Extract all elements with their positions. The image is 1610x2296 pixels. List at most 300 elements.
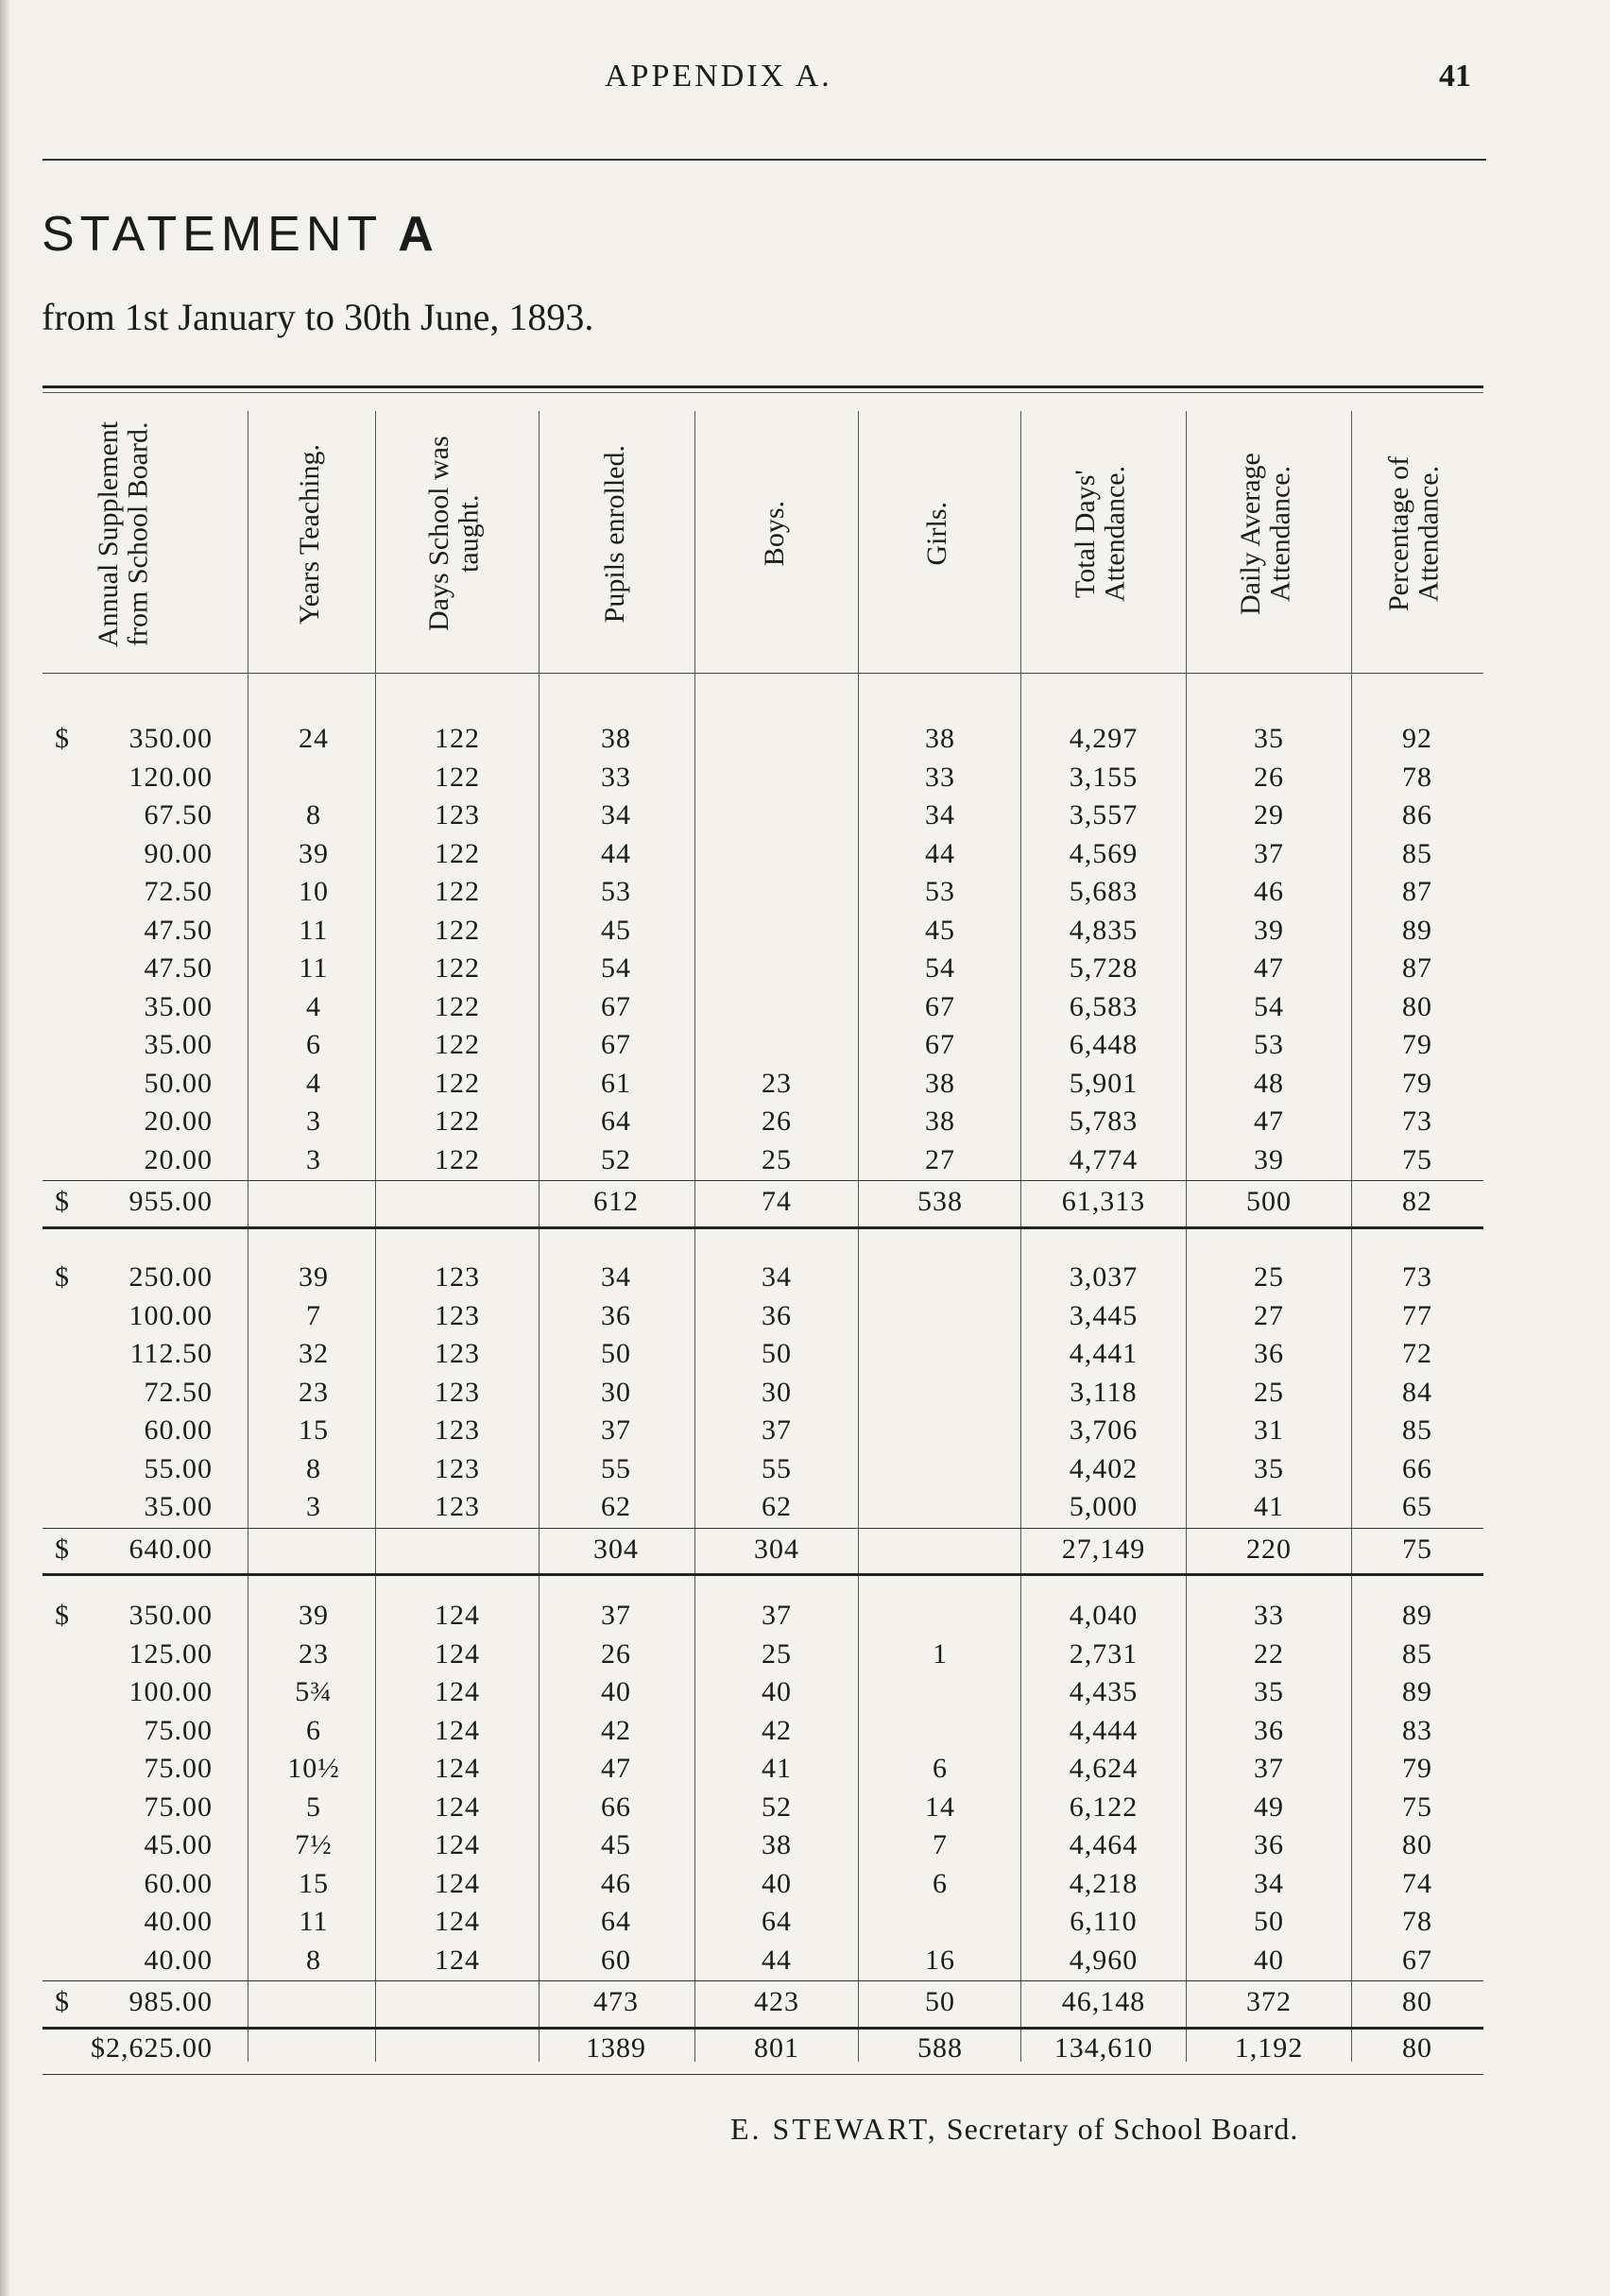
table-row-cell: 40.00 xyxy=(144,1906,213,1937)
table-top-rule-thin xyxy=(43,392,1483,393)
table-row-cell: 83 xyxy=(1402,1714,1432,1746)
table-row-cell: 10 xyxy=(299,876,329,907)
column-divider xyxy=(539,411,540,2062)
grand-total-cell: $2,625.00 xyxy=(91,2031,213,2064)
table-row-cell: 67 xyxy=(1402,1944,1432,1976)
table-row-cell: 3,557 xyxy=(1069,799,1139,831)
table-row-cell: 64 xyxy=(601,1105,631,1137)
table-row-cell: 33 xyxy=(1254,1600,1284,1631)
table-row-cell: 120.00 xyxy=(128,761,213,793)
column-header-label: Daily Average Attendance. xyxy=(1234,453,1295,615)
column-header-label: Days School was taught. xyxy=(422,436,484,632)
statement-title-text: STATEMENT xyxy=(42,207,384,262)
table-row-cell: 40 xyxy=(601,1676,631,1707)
table-row-cell: 34 xyxy=(925,799,955,831)
signature-title: Secretary of School Board. xyxy=(946,2112,1299,2146)
table-row-cell: 1 xyxy=(933,1637,948,1670)
table-row-cell: 34 xyxy=(601,799,631,831)
table-row-cell: 25 xyxy=(1254,1261,1284,1293)
table-row-cell: 124 xyxy=(435,1637,480,1670)
table-row-cell: 45 xyxy=(601,914,631,946)
table-row-cell: 124 xyxy=(435,1600,480,1631)
column-header xyxy=(1351,411,1483,657)
statement-date-range: from 1st January to 30th June, 1893. xyxy=(42,296,594,338)
table-row-cell: 62 xyxy=(762,1491,792,1522)
table-row-cell: 11 xyxy=(299,1906,329,1937)
table-row-cell: 6 xyxy=(933,1867,948,1899)
table-row-cell: 37 xyxy=(1254,1753,1284,1784)
table-row-cell: 54 xyxy=(601,952,631,984)
table-row-cell: 4,297 xyxy=(1069,723,1139,754)
table-row-cell: 125.00 xyxy=(128,1637,213,1670)
column-header xyxy=(694,411,858,657)
currency-symbol: $ xyxy=(55,1986,69,2017)
table-row-cell: 47 xyxy=(1254,952,1284,984)
column-header-label: Years Teaching. xyxy=(293,443,325,625)
table-row-cell: 35.00 xyxy=(144,1029,213,1060)
column-header xyxy=(248,411,375,657)
subtotal-rule xyxy=(43,1180,1483,1181)
table-row-cell: 47 xyxy=(1254,1105,1284,1137)
table-row-cell: 38 xyxy=(601,723,631,754)
table-row-cell: 3,155 xyxy=(1069,761,1139,793)
table-row-cell: 39 xyxy=(299,1261,329,1293)
table-row-cell: 62 xyxy=(601,1491,631,1522)
table-row-cell: 41 xyxy=(762,1753,792,1784)
group-separator-rule xyxy=(43,2027,1483,2030)
table-row-cell: 26 xyxy=(601,1637,631,1670)
header-rule xyxy=(43,159,1486,161)
column-header-label: Girls. xyxy=(921,502,952,566)
table-row-cell: 4,402 xyxy=(1069,1452,1139,1484)
table-row-cell: 124 xyxy=(435,1829,480,1860)
table-row-cell: 11 xyxy=(299,914,329,946)
table-row-cell: 36 xyxy=(1254,1714,1284,1746)
table-row-cell: 60.00 xyxy=(144,1867,213,1899)
table-row-cell: 78 xyxy=(1402,761,1432,793)
table-row-cell: 4,444 xyxy=(1069,1714,1139,1746)
table-row-cell: 46 xyxy=(1254,876,1284,907)
table-row-cell: 75.00 xyxy=(144,1753,213,1784)
subtotal-row-cell: 80 xyxy=(1402,1986,1432,2017)
table-row-cell: 75 xyxy=(1402,1791,1432,1823)
table-row-cell: 3,118 xyxy=(1070,1376,1138,1408)
table-row-cell: 38 xyxy=(762,1829,792,1860)
table-row-cell: 15 xyxy=(299,1414,329,1446)
subtotal-row-cell: 473 xyxy=(593,1986,639,2017)
table-row-cell: 87 xyxy=(1402,952,1432,984)
column-header-label: Percentage of Attendance. xyxy=(1383,455,1445,612)
subtotal-row-cell: 538 xyxy=(917,1186,963,1217)
table-row-cell: 122 xyxy=(435,723,480,754)
table-row-cell: 123 xyxy=(435,1414,480,1446)
table-row-cell: 124 xyxy=(435,1944,480,1976)
table-row-cell: 124 xyxy=(435,1753,480,1784)
grand-total-cell: 801 xyxy=(754,2031,799,2064)
table-row-cell: 55 xyxy=(601,1452,631,1484)
grand-total-cell: 1389 xyxy=(586,2031,646,2064)
table-row-cell: 53 xyxy=(601,876,631,907)
currency-symbol: $ xyxy=(55,1533,69,1565)
table-row-cell: 4,218 xyxy=(1069,1867,1139,1899)
running-head xyxy=(0,59,1610,106)
table-row-cell: 122 xyxy=(435,761,480,793)
table-row-cell: 52 xyxy=(601,1143,631,1175)
column-header xyxy=(1020,411,1186,657)
page-binding-shadow xyxy=(0,0,9,2296)
column-divider xyxy=(858,411,859,2062)
subtotal-row-cell: 372 xyxy=(1246,1986,1292,2017)
subtotal-row-cell: 985.00 xyxy=(128,1986,213,2017)
table-row-cell: 4,435 xyxy=(1069,1676,1139,1707)
table-row-cell: 100.00 xyxy=(128,1676,213,1707)
table-row-cell: 73 xyxy=(1402,1261,1432,1293)
table-row-cell: 30 xyxy=(762,1376,792,1408)
grand-total-cell: 588 xyxy=(917,2031,963,2064)
table-row-cell: 37 xyxy=(762,1414,792,1446)
table-row-cell: 45.00 xyxy=(144,1829,213,1860)
table-row-cell: 80 xyxy=(1402,1829,1432,1860)
table-row-cell: 34 xyxy=(1254,1867,1284,1899)
table-row-cell: 124 xyxy=(435,1714,480,1746)
column-header-label: Pupils enrolled. xyxy=(598,444,630,624)
table-row-cell: 39 xyxy=(1254,914,1284,946)
table-row-cell: 124 xyxy=(435,1906,480,1937)
table-row-cell: 14 xyxy=(925,1791,955,1823)
table-row-cell: 37 xyxy=(601,1414,631,1446)
group-separator-rule xyxy=(43,1226,1483,1229)
table-row-cell: 20.00 xyxy=(144,1105,213,1137)
table-row-cell: 4,624 xyxy=(1069,1753,1139,1784)
column-header xyxy=(43,411,248,657)
table-row-cell: 123 xyxy=(435,1299,480,1331)
table-row-cell: 34 xyxy=(762,1261,792,1293)
table-row-cell: 123 xyxy=(435,1491,480,1522)
table-row-cell: 84 xyxy=(1402,1376,1432,1408)
column-header-label: Boys. xyxy=(758,501,790,567)
table-row-cell: 39 xyxy=(299,1600,329,1631)
table-row-cell: 85 xyxy=(1402,1637,1432,1670)
table-row-cell: 122 xyxy=(435,952,480,984)
table-row-cell: 124 xyxy=(435,1867,480,1899)
table-row-cell: 6 xyxy=(933,1753,948,1784)
table-row-cell: 3,037 xyxy=(1069,1261,1139,1293)
table-row-cell: 90.00 xyxy=(144,837,213,869)
table-row-cell: 4,569 xyxy=(1069,837,1139,869)
subtotal-rule xyxy=(43,1980,1483,1981)
table-row-cell: 15 xyxy=(299,1867,329,1899)
table-row-cell: 64 xyxy=(601,1906,631,1937)
subtotal-row-cell: 46,148 xyxy=(1061,1986,1146,2017)
table-row-cell: 37 xyxy=(601,1600,631,1631)
table-row-cell: 79 xyxy=(1402,1753,1432,1784)
table-row-cell: 4 xyxy=(306,990,321,1022)
table-row-cell: 26 xyxy=(762,1105,792,1137)
table-row-cell: 123 xyxy=(435,1376,480,1408)
table-row-cell: 33 xyxy=(601,761,631,793)
table-row-cell: 4,835 xyxy=(1069,914,1139,946)
table-row-cell: 25 xyxy=(762,1143,792,1175)
statement-title xyxy=(42,206,439,263)
table-row-cell: 50 xyxy=(762,1338,792,1369)
table-row-cell: 36 xyxy=(762,1299,792,1331)
table-row-cell: 67 xyxy=(925,990,955,1022)
column-header xyxy=(539,411,694,657)
subtotal-row-cell: 75 xyxy=(1402,1533,1432,1565)
table-row-cell: 29 xyxy=(1254,799,1284,831)
table-row-cell: 45 xyxy=(601,1829,631,1860)
table-row-cell: 36 xyxy=(1254,1829,1284,1860)
table-row-cell: 3,706 xyxy=(1069,1414,1139,1446)
table-row-cell: 5,901 xyxy=(1069,1067,1139,1099)
table-row-cell: 4 xyxy=(306,1067,321,1099)
subtotal-row-cell: 640.00 xyxy=(128,1533,213,1565)
table-row-cell: 85 xyxy=(1402,1414,1432,1446)
table-row-cell: 39 xyxy=(299,837,329,869)
table-row-cell: 75.00 xyxy=(144,1791,213,1823)
table-row-cell: 26 xyxy=(1254,761,1284,793)
table-row-cell: 4,774 xyxy=(1069,1143,1139,1175)
column-header xyxy=(1186,411,1351,657)
table-row-cell: 89 xyxy=(1402,1600,1432,1631)
table-row-cell: 47 xyxy=(601,1753,631,1784)
table-row-cell: 65 xyxy=(1402,1491,1432,1522)
table-row-cell: 80 xyxy=(1402,990,1432,1022)
table-row-cell: 92 xyxy=(1402,723,1432,754)
table-row-cell: 112.50 xyxy=(129,1338,213,1369)
table-row-cell: 47.50 xyxy=(144,952,213,984)
table-row-cell: 38 xyxy=(925,1067,955,1099)
table-row-cell: 53 xyxy=(925,876,955,907)
table-row-cell: 122 xyxy=(435,914,480,946)
currency-symbol: $ xyxy=(55,1186,69,1217)
table-row-cell: 23 xyxy=(762,1067,792,1099)
subtotal-row-cell: 61,313 xyxy=(1061,1186,1146,1217)
table-row-cell: 64 xyxy=(762,1906,792,1937)
table-row-cell: 50.00 xyxy=(144,1067,213,1099)
table-row-cell: 122 xyxy=(435,1105,480,1137)
table-row-cell: 124 xyxy=(435,1676,480,1707)
table-row-cell: 75 xyxy=(1402,1143,1432,1175)
table-row-cell: 123 xyxy=(435,1261,480,1293)
table-row-cell: 48 xyxy=(1254,1067,1284,1099)
column-divider xyxy=(1020,411,1021,2062)
table-row-cell: 8 xyxy=(306,1944,321,1976)
table-row-cell: 122 xyxy=(435,876,480,907)
table-row-cell: 67 xyxy=(601,1029,631,1060)
group-separator-rule xyxy=(43,1573,1483,1576)
table-row-cell: 45 xyxy=(925,914,955,946)
table-row-cell: 100.00 xyxy=(128,1299,213,1331)
table-row-cell: 44 xyxy=(762,1944,792,1976)
subtotal-row-cell: 955.00 xyxy=(128,1186,213,1217)
table-row-cell: 77 xyxy=(1402,1299,1432,1331)
table-row-cell: 3 xyxy=(306,1105,321,1137)
table-row-cell: 47.50 xyxy=(144,914,213,946)
table-row-cell: 55 xyxy=(762,1452,792,1484)
table-row-cell: 123 xyxy=(435,799,480,831)
header-bottom-rule xyxy=(43,673,1483,674)
table-row-cell: 67.50 xyxy=(144,799,213,831)
table-row-cell: 16 xyxy=(925,1944,955,1976)
table-row-cell: 122 xyxy=(435,1143,480,1175)
grand-total-cell: 1,192 xyxy=(1234,2031,1304,2064)
table-row-cell: 74 xyxy=(1402,1867,1432,1899)
table-row-cell: 6 xyxy=(306,1714,321,1746)
table-row-cell: 6,122 xyxy=(1069,1791,1139,1823)
table-row-cell: 44 xyxy=(925,837,955,869)
table-row-cell: 37 xyxy=(762,1600,792,1631)
subtotal-row-cell: 27,149 xyxy=(1061,1533,1146,1565)
grand-total-cell: 134,610 xyxy=(1053,2031,1154,2064)
table-row-cell: 4,960 xyxy=(1069,1944,1139,1976)
column-header xyxy=(858,411,1020,657)
table-row-cell: 122 xyxy=(435,990,480,1022)
column-header-label: Total Days' Attendance. xyxy=(1069,465,1130,603)
table-row-cell: 4,464 xyxy=(1069,1829,1139,1860)
subtotal-row-cell: 612 xyxy=(593,1186,639,1217)
table-row-cell: 124 xyxy=(435,1791,480,1823)
table-row-cell: 72 xyxy=(1402,1338,1432,1369)
page-number: 41 xyxy=(1439,59,1471,94)
table-row-cell: 73 xyxy=(1402,1105,1432,1137)
table-row-cell: 6,583 xyxy=(1069,990,1139,1022)
column-header xyxy=(375,411,539,657)
table-row-cell: 66 xyxy=(601,1791,631,1823)
table-row-cell: 3 xyxy=(306,1491,321,1522)
table-row-cell: 3 xyxy=(306,1143,321,1175)
table-row-cell: 52 xyxy=(762,1791,792,1823)
table-row-cell: 54 xyxy=(925,952,955,984)
table-row-cell: 6 xyxy=(306,1029,321,1060)
subtotal-row-cell: 220 xyxy=(1246,1533,1292,1565)
table-row-cell: 60.00 xyxy=(144,1414,213,1446)
table-row-cell: 4,040 xyxy=(1069,1600,1139,1631)
table-row-cell: 39 xyxy=(1254,1143,1284,1175)
table-row-cell: 40 xyxy=(762,1867,792,1899)
table-row-cell: 35.00 xyxy=(144,1491,213,1522)
table-row-cell: 7½ xyxy=(295,1829,333,1860)
currency-symbol: $ xyxy=(55,723,69,754)
table-row-cell: 6,448 xyxy=(1069,1029,1139,1060)
table-row-cell: 2,731 xyxy=(1069,1637,1139,1670)
table-row-cell: 5,783 xyxy=(1069,1105,1139,1137)
table-row-cell: 42 xyxy=(762,1714,792,1746)
table-row-cell: 60 xyxy=(601,1944,631,1976)
table-row-cell: 50 xyxy=(601,1338,631,1369)
table-row-cell: 78 xyxy=(1402,1906,1432,1937)
table-row-cell: 42 xyxy=(601,1714,631,1746)
table-row-cell: 24 xyxy=(299,723,329,754)
table-row-cell: 36 xyxy=(1254,1338,1284,1369)
table-row-cell: 87 xyxy=(1402,876,1432,907)
table-row-cell: 8 xyxy=(306,799,321,831)
table-row-cell: 40.00 xyxy=(144,1944,213,1976)
table-row-cell: 33 xyxy=(925,761,955,793)
table-row-cell: 37 xyxy=(1254,837,1284,869)
table-row-cell: 8 xyxy=(306,1452,321,1484)
table-row-cell: 5,728 xyxy=(1069,952,1139,984)
table-row-cell: 66 xyxy=(1402,1452,1432,1484)
grand-total-cell: 80 xyxy=(1402,2031,1432,2064)
table-row-cell: 89 xyxy=(1402,914,1432,946)
table-row-cell: 25 xyxy=(1254,1376,1284,1408)
subtotal-row-cell: 304 xyxy=(754,1533,799,1565)
table-row-cell: 5,683 xyxy=(1069,876,1139,907)
table-row-cell: 35.00 xyxy=(144,990,213,1022)
table-row-cell: 32 xyxy=(299,1338,329,1369)
table-row-cell: 54 xyxy=(1254,990,1284,1022)
table-row-cell: 50 xyxy=(1254,1906,1284,1937)
table-row-cell: 6,110 xyxy=(1070,1906,1138,1937)
table-row-cell: 67 xyxy=(601,990,631,1022)
table-row-cell: 72.50 xyxy=(144,1376,213,1408)
table-row-cell: 30 xyxy=(601,1376,631,1408)
table-row-cell: 53 xyxy=(1254,1029,1284,1060)
currency-symbol: $ xyxy=(55,1261,69,1293)
table-row-cell: 35 xyxy=(1254,723,1284,754)
table-top-rule xyxy=(43,386,1483,388)
table-row-cell: 20.00 xyxy=(144,1143,213,1175)
subtotal-row-cell: 74 xyxy=(762,1186,792,1217)
table-bottom-rule xyxy=(43,2074,1483,2075)
subtotal-row-cell: 423 xyxy=(754,1986,799,2017)
currency-symbol: $ xyxy=(55,1600,69,1631)
table-row-cell: 35 xyxy=(1254,1452,1284,1484)
table-row-cell: 85 xyxy=(1402,837,1432,869)
table-row-cell: 67 xyxy=(925,1029,955,1060)
signature-name: E. STEWART, xyxy=(730,2112,938,2146)
subtotal-row-cell: 500 xyxy=(1246,1186,1292,1217)
table-row-cell: 72.50 xyxy=(144,876,213,907)
table-row-cell: 122 xyxy=(435,1029,480,1060)
table-row-cell: 86 xyxy=(1402,799,1432,831)
table-row-cell: 46 xyxy=(601,1867,631,1899)
table-row-cell: 35 xyxy=(1254,1676,1284,1707)
table-row-cell: 27 xyxy=(925,1143,955,1175)
table-row-cell: 7 xyxy=(933,1829,948,1860)
table-row-cell: 122 xyxy=(435,837,480,869)
column-header-label: Annual Supplement from School Board. xyxy=(92,420,153,647)
column-divider xyxy=(1186,411,1187,2062)
table-row-cell: 61 xyxy=(601,1067,631,1099)
table-row-cell: 250.00 xyxy=(128,1261,213,1293)
table-row-cell: 38 xyxy=(925,1105,955,1137)
table-row-cell: 38 xyxy=(925,723,955,754)
table-row-cell: 23 xyxy=(299,1376,329,1408)
column-divider xyxy=(694,411,695,2062)
table-row-cell: 5¾ xyxy=(295,1676,333,1707)
table-row-cell: 10½ xyxy=(287,1753,340,1784)
table-row-cell: 79 xyxy=(1402,1067,1432,1099)
table-row-cell: 122 xyxy=(435,1067,480,1099)
table-row-cell: 36 xyxy=(601,1299,631,1331)
subtotal-row-cell: 82 xyxy=(1402,1186,1432,1217)
table-row-cell: 41 xyxy=(1254,1491,1284,1522)
table-row-cell: 75.00 xyxy=(144,1714,213,1746)
table-row-cell: 4,441 xyxy=(1069,1338,1139,1369)
table-row-cell: 89 xyxy=(1402,1676,1432,1707)
table-row-cell: 27 xyxy=(1254,1299,1284,1331)
table-row-cell: 40 xyxy=(762,1676,792,1707)
running-title: APPENDIX A. xyxy=(605,59,832,94)
table-row-cell: 11 xyxy=(299,952,329,984)
table-row-cell: 40 xyxy=(1254,1944,1284,1976)
table-row-cell: 350.00 xyxy=(128,1600,213,1631)
table-row-cell: 5 xyxy=(306,1791,321,1823)
table-row-cell: 34 xyxy=(601,1261,631,1293)
table-row-cell: 49 xyxy=(1254,1791,1284,1823)
